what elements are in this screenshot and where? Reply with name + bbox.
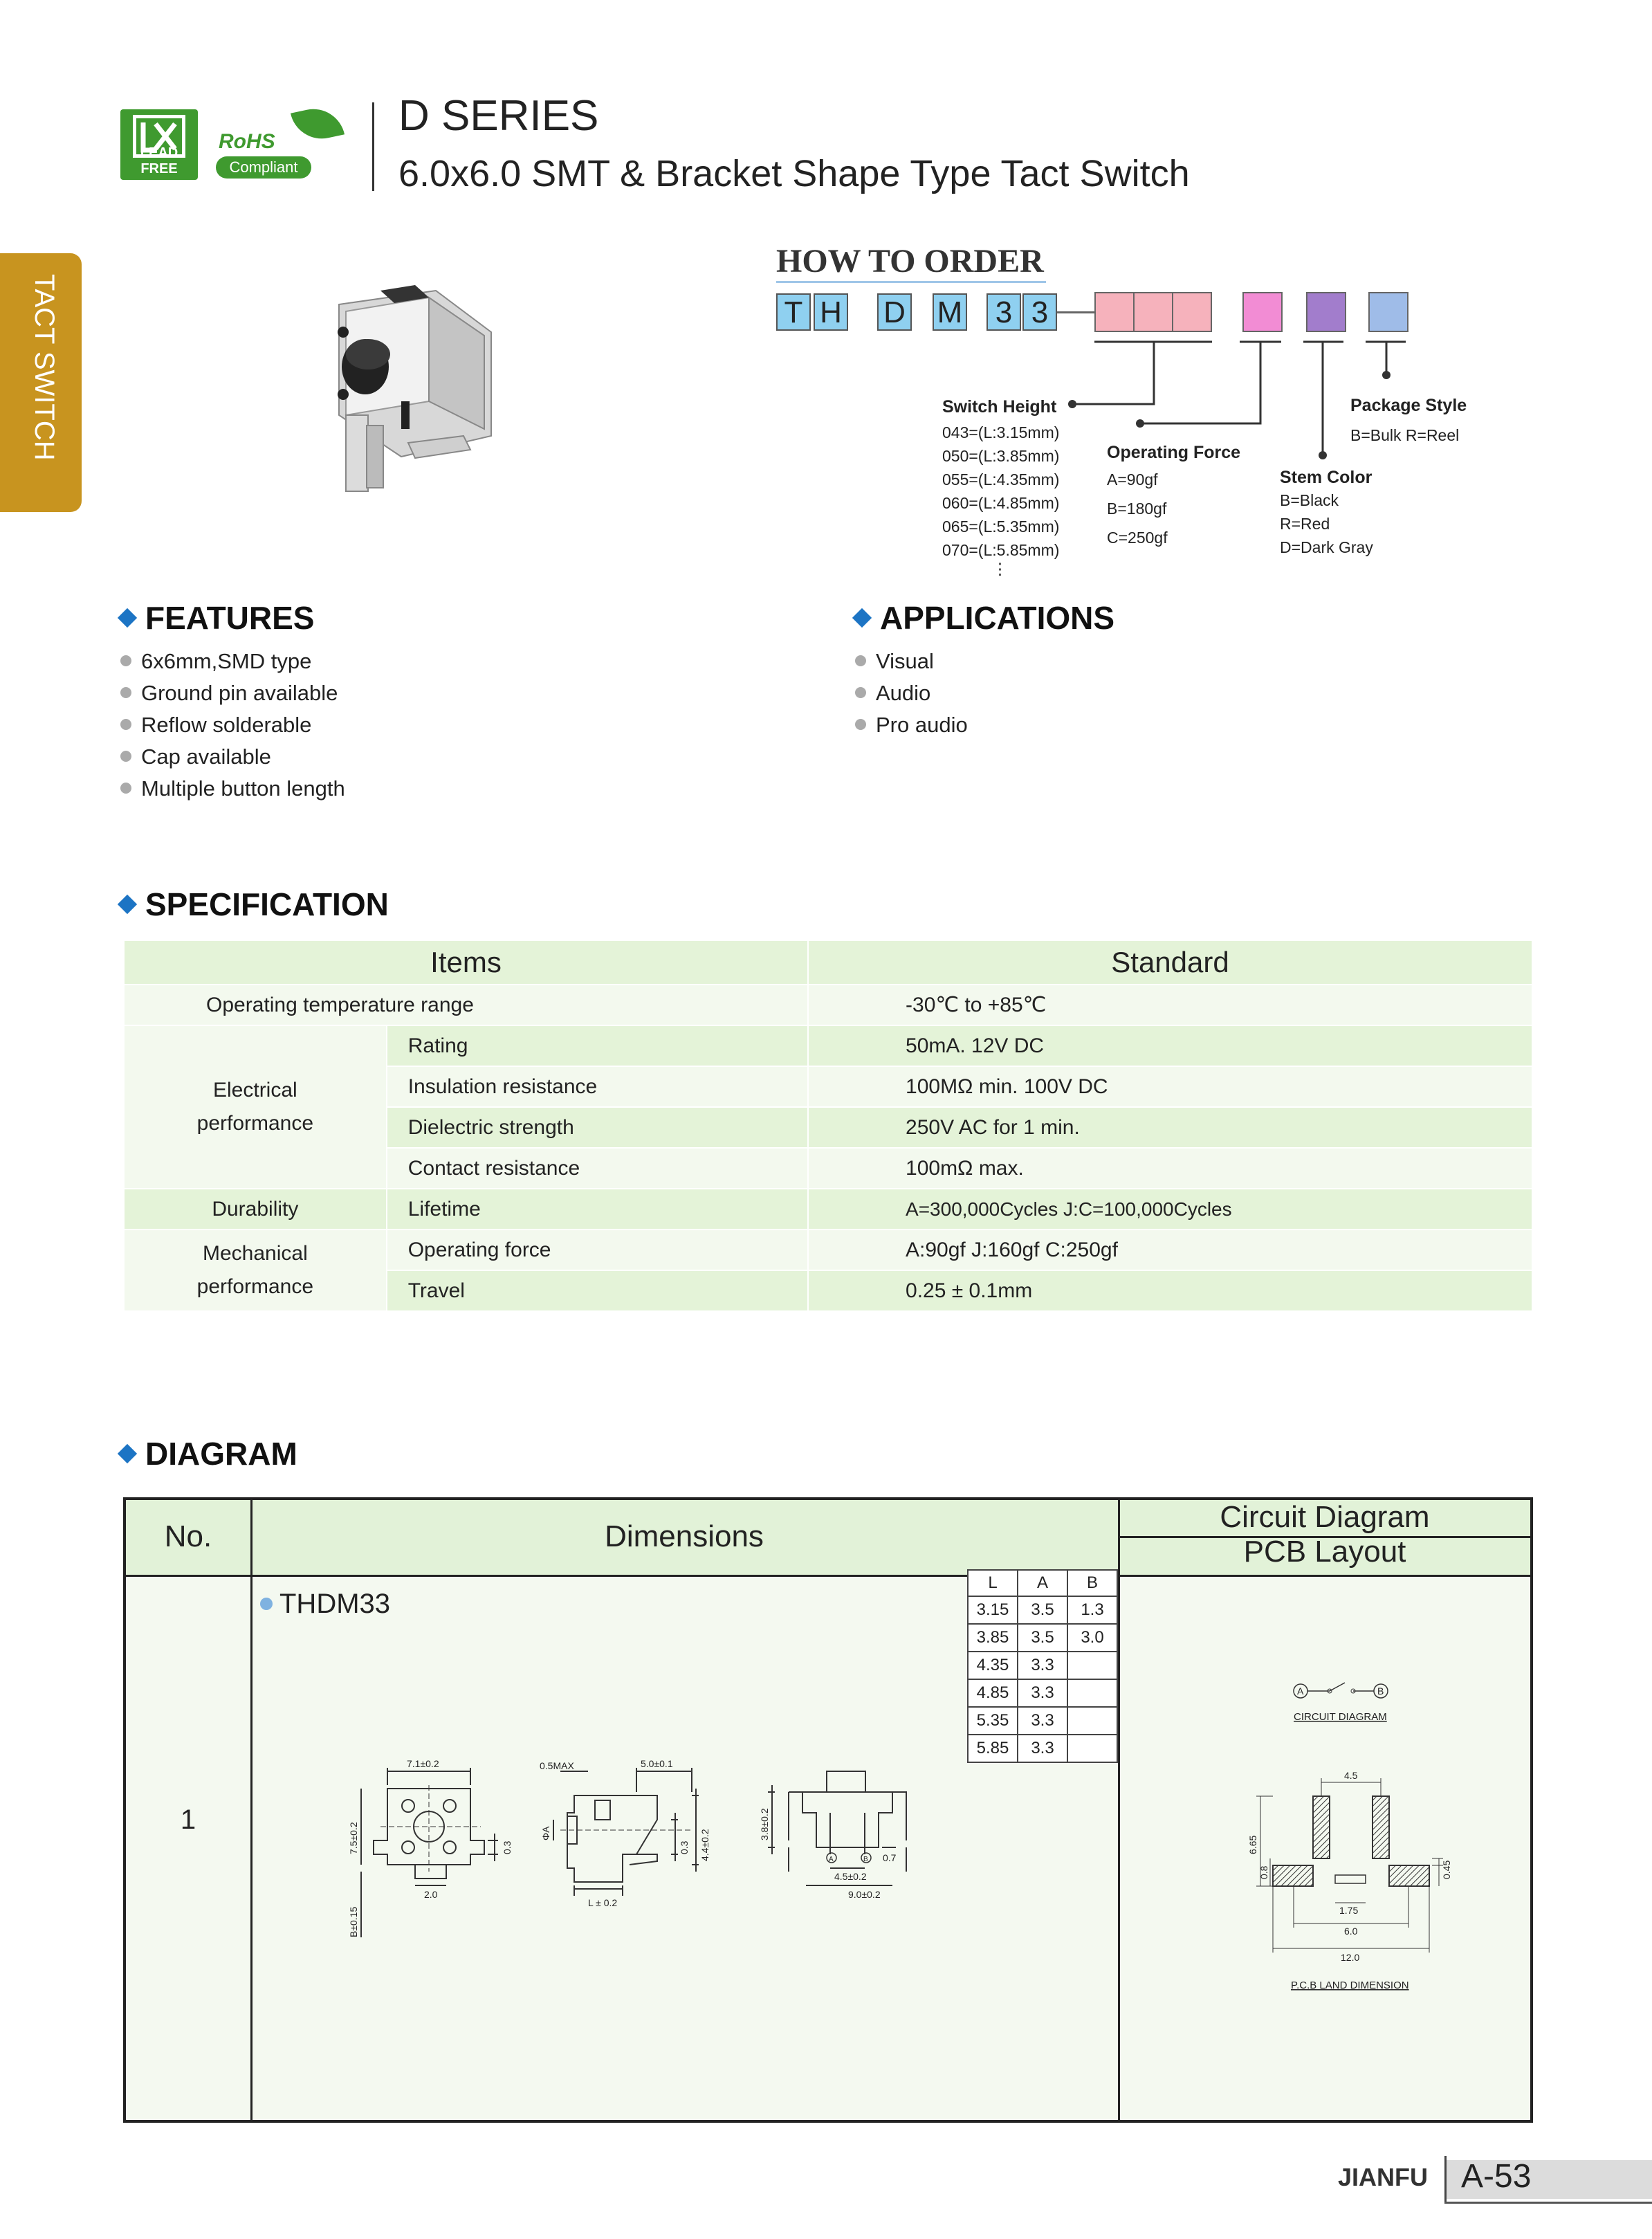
- application-text: Visual: [876, 649, 934, 673]
- feature-text: Multiple button length: [141, 776, 345, 801]
- bullet-icon: [855, 719, 866, 730]
- features-list: [120, 649, 345, 808]
- dim-text: ΦA: [540, 1826, 551, 1840]
- how-to-order-underline: [776, 281, 1046, 283]
- features-heading: [118, 599, 315, 637]
- code-letter: H: [814, 293, 848, 331]
- lab-header: B: [1067, 1570, 1117, 1596]
- col-circuit: Circuit Diagram: [1220, 1500, 1430, 1534]
- dim-text: 2.0: [424, 1889, 438, 1900]
- list-item: [120, 713, 345, 744]
- dim-text: 0.5MAX: [540, 1760, 574, 1771]
- diamond-icon: [118, 895, 137, 914]
- diagram-title: DIAGRAM: [145, 1436, 297, 1472]
- leaf-icon: [291, 103, 345, 145]
- specification-table: [123, 940, 1533, 1312]
- feature-text: Cap available: [141, 744, 271, 769]
- code-letter: M: [933, 293, 967, 331]
- lab-cell: [1067, 1652, 1117, 1679]
- col-pcb: PCB Layout: [1243, 1535, 1406, 1569]
- spec-group: [124, 1025, 387, 1189]
- feature-text: Ground pin available: [141, 681, 338, 705]
- group-label: Electrical performance: [196, 1079, 314, 1135]
- dimension-drawings: [332, 1751, 941, 1972]
- applications-list: [855, 649, 968, 744]
- switch-height-option: 065=(L:5.35mm): [942, 518, 1060, 536]
- spec-item: Dielectric strength: [387, 1107, 808, 1148]
- rohs-compliant-label: Compliant: [216, 156, 311, 179]
- more-indicator: ⋮: [992, 560, 1008, 578]
- lead-free-logo: [120, 109, 198, 180]
- lab-cell: 3.5: [1018, 1596, 1067, 1624]
- pcb-layout: [1204, 1757, 1480, 2000]
- feature-text: Reflow solderable: [141, 713, 312, 737]
- list-item: [120, 681, 345, 713]
- spec-value: 100mΩ max.: [808, 1148, 1532, 1189]
- lab-cell: 3.5: [1018, 1624, 1067, 1652]
- table-row: [124, 1189, 1532, 1230]
- spec-item: Operating force: [387, 1230, 808, 1270]
- diagram-heading: [118, 1435, 297, 1472]
- dim-text: 4.5±0.2: [834, 1871, 867, 1882]
- bullet-icon: [855, 655, 866, 666]
- switch-height-box: [1133, 292, 1173, 332]
- circuit-a: A: [1297, 1685, 1304, 1697]
- bullet-icon: [120, 655, 131, 666]
- model-label: [260, 1589, 390, 1620]
- circuit-diagram: [1287, 1674, 1397, 1723]
- page-number: A-53: [1461, 2158, 1532, 2195]
- switch-height-option: 055=(L:4.35mm): [942, 470, 1060, 488]
- lab-table: [967, 1569, 1118, 1763]
- series-subtitle: 6.0x6.0 SMT & Bracket Shape Type Tact Switch: [398, 153, 1190, 194]
- spec-item: Operating temperature range: [124, 985, 808, 1025]
- stem-color-label: Stem Color: [1280, 468, 1373, 487]
- pcb-dim: 6.65: [1247, 1835, 1258, 1854]
- dim-text: 5.0±0.1: [641, 1758, 673, 1769]
- dim-text: B±0.15: [348, 1906, 359, 1937]
- switch-height-option: 043=(L:3.15mm): [942, 423, 1060, 441]
- table-row: [968, 1596, 1117, 1624]
- table-header-row: [124, 940, 1532, 985]
- code-letter: D: [877, 293, 912, 331]
- switch-height-option: 070=(L:5.85mm): [942, 541, 1060, 559]
- table-row: [968, 1652, 1117, 1679]
- table-row: [968, 1624, 1117, 1652]
- bullet-icon: [120, 687, 131, 698]
- operating-force-option: B=180gf: [1107, 500, 1167, 518]
- dim-text: 9.0±0.2: [848, 1889, 881, 1900]
- product-image: [325, 277, 505, 526]
- circuit-caption: CIRCUIT DIAGRAM: [1294, 1711, 1387, 1723]
- operating-force-options: [1107, 465, 1168, 552]
- row-number: 1: [180, 1804, 196, 1835]
- pcb-dim: 0.8: [1258, 1865, 1269, 1879]
- circuit-b: B: [1377, 1685, 1384, 1697]
- lab-cell: 3.15: [968, 1596, 1018, 1624]
- features-title: FEATURES: [145, 600, 315, 636]
- application-text: Audio: [876, 681, 931, 705]
- lab-cell: [1067, 1679, 1117, 1707]
- spec-item: Lifetime: [387, 1189, 808, 1230]
- lab-cell: 4.85: [968, 1679, 1018, 1707]
- code-letter: T: [776, 293, 811, 331]
- dim-text: 0.3: [679, 1840, 690, 1854]
- lab-header: A: [1018, 1570, 1067, 1596]
- dim-text: A: [829, 1856, 834, 1863]
- footer-brand: JIANFU: [1338, 2163, 1429, 2191]
- stem-color-box: [1306, 292, 1346, 332]
- table-row: [968, 1679, 1117, 1707]
- operating-force-option: A=90gf: [1107, 470, 1158, 488]
- col-dimensions: Dimensions: [605, 1519, 764, 1553]
- col-no: No.: [164, 1519, 212, 1553]
- dim-text: L ± 0.2: [588, 1897, 618, 1908]
- applications-heading: [852, 599, 1114, 637]
- dim-text: 3.8±0.2: [759, 1808, 770, 1840]
- table-row: [124, 1025, 1532, 1066]
- dim-text: 0.7: [883, 1852, 897, 1863]
- operating-force-label: Operating Force: [1107, 443, 1241, 462]
- pcb-caption: P.C.B LAND DIMENSION: [1291, 1980, 1409, 1991]
- code-letter: 3: [986, 293, 1021, 331]
- package-style-label: Package Style: [1350, 396, 1467, 415]
- spec-value: 0.25 ± 0.1mm: [808, 1270, 1532, 1311]
- model-text: THDM33: [279, 1589, 391, 1619]
- bullet-icon: [120, 751, 131, 762]
- rohs-logo: [210, 104, 346, 181]
- switch-height-box: [1172, 292, 1212, 332]
- dim-text: B: [863, 1856, 868, 1863]
- series-title: D SERIES: [398, 92, 599, 140]
- col-divider: [1118, 1500, 1120, 2120]
- diamond-icon: [118, 608, 137, 628]
- lab-cell: 5.35: [968, 1707, 1018, 1735]
- footer-divider: [1444, 2156, 1447, 2203]
- bullet-icon: [855, 687, 866, 698]
- bullet-icon: [120, 783, 131, 794]
- code-letter: 3: [1022, 293, 1057, 331]
- diamond-icon: [852, 608, 872, 628]
- lab-cell: 3.3: [1018, 1735, 1067, 1762]
- list-item: [855, 681, 968, 713]
- spec-item: Insulation resistance: [387, 1066, 808, 1107]
- lab-cell: 3.3: [1018, 1652, 1067, 1679]
- spec-value: 100MΩ min. 100V DC: [808, 1066, 1532, 1107]
- spec-value: 50mA. 12V DC: [808, 1025, 1532, 1066]
- lab-cell: 3.0: [1067, 1624, 1117, 1652]
- spec-value: 250V AC for 1 min.: [808, 1107, 1532, 1148]
- lab-cell: 4.35: [968, 1652, 1018, 1679]
- package-style-option: B=Bulk R=Reel: [1350, 426, 1460, 444]
- stem-color-option: D=Dark Gray: [1280, 538, 1373, 556]
- diamond-icon: [118, 1444, 137, 1463]
- switch-height-option: 060=(L:4.85mm): [942, 494, 1060, 512]
- footer-underline: [1444, 2202, 1652, 2204]
- pcb-dim: 6.0: [1344, 1926, 1358, 1937]
- specification-heading: [118, 886, 389, 923]
- bullet-icon: [260, 1598, 273, 1610]
- switch-height-label: Switch Height: [942, 397, 1057, 417]
- pcb-dim: 12.0: [1341, 1952, 1360, 1963]
- table-row: [968, 1735, 1117, 1762]
- pcb-dim: 1.75: [1339, 1905, 1359, 1916]
- switch-height-option: 050=(L:3.85mm): [942, 447, 1060, 465]
- dim-text: 7.5±0.2: [348, 1822, 359, 1854]
- lab-cell: [1067, 1735, 1117, 1762]
- operating-force-box: [1242, 292, 1283, 332]
- dim-text: 7.1±0.2: [407, 1758, 439, 1769]
- col-divider: [250, 1500, 253, 2120]
- code-connector: [1057, 311, 1096, 313]
- group-label: Mechanical performance: [196, 1242, 314, 1298]
- table-row: [968, 1707, 1117, 1735]
- side-tab: [0, 253, 82, 512]
- list-item: [120, 649, 345, 681]
- spec-value: A:90gf J:160gf C:250gf: [808, 1230, 1532, 1270]
- switch-height-box: [1094, 292, 1135, 332]
- header-divider: [372, 102, 374, 191]
- pcb-dim: 0.45: [1441, 1860, 1452, 1879]
- stem-color-option: B=Black: [1280, 491, 1339, 509]
- col-standard: Standard: [808, 940, 1532, 985]
- feature-text: 6x6mm,SMD type: [141, 649, 312, 673]
- specification-title: SPECIFICATION: [145, 886, 389, 922]
- applications-title: APPLICATIONS: [880, 600, 1115, 636]
- side-tab-label: TACT SWITCH: [29, 274, 59, 461]
- table-header-row: [968, 1570, 1117, 1596]
- dim-text: 4.4±0.2: [699, 1829, 710, 1861]
- switch-height-options: [942, 421, 1059, 576]
- table-row: [124, 1230, 1532, 1270]
- stem-color-option: R=Red: [1280, 515, 1330, 533]
- col-items: Items: [124, 940, 808, 985]
- rohs-label: RoHS: [219, 130, 275, 153]
- operating-force-option: C=250gf: [1107, 529, 1168, 547]
- lab-header: L: [968, 1570, 1018, 1596]
- lab-cell: 1.3: [1067, 1596, 1117, 1624]
- lab-cell: 5.85: [968, 1735, 1018, 1762]
- bullet-icon: [120, 719, 131, 730]
- spec-item: Rating: [387, 1025, 808, 1066]
- lab-cell: 3.3: [1018, 1679, 1067, 1707]
- spec-group: Durability: [124, 1189, 387, 1230]
- lab-cell: 3.85: [968, 1624, 1018, 1652]
- table-row: [124, 985, 1532, 1025]
- lab-cell: [1067, 1707, 1117, 1735]
- stem-color-options: [1280, 488, 1373, 559]
- how-to-order-title: HOW TO ORDER: [776, 243, 1044, 280]
- list-item: [855, 649, 968, 681]
- spec-value: -30℃ to +85℃: [808, 985, 1532, 1025]
- list-item: [855, 713, 968, 744]
- spec-item: Travel: [387, 1270, 808, 1311]
- dim-text: 0.3: [502, 1840, 513, 1854]
- list-item: [120, 744, 345, 776]
- list-item: [120, 776, 345, 808]
- package-style-box: [1368, 292, 1408, 332]
- lead-free-label: LEAD FREE: [140, 145, 178, 176]
- spec-value: A=300,000Cycles J:C=100,000Cycles: [808, 1189, 1532, 1230]
- spec-group: [124, 1230, 387, 1311]
- spec-item: Contact resistance: [387, 1148, 808, 1189]
- application-text: Pro audio: [876, 713, 968, 737]
- pcb-dim: 4.5: [1344, 1770, 1358, 1781]
- lab-cell: 3.3: [1018, 1707, 1067, 1735]
